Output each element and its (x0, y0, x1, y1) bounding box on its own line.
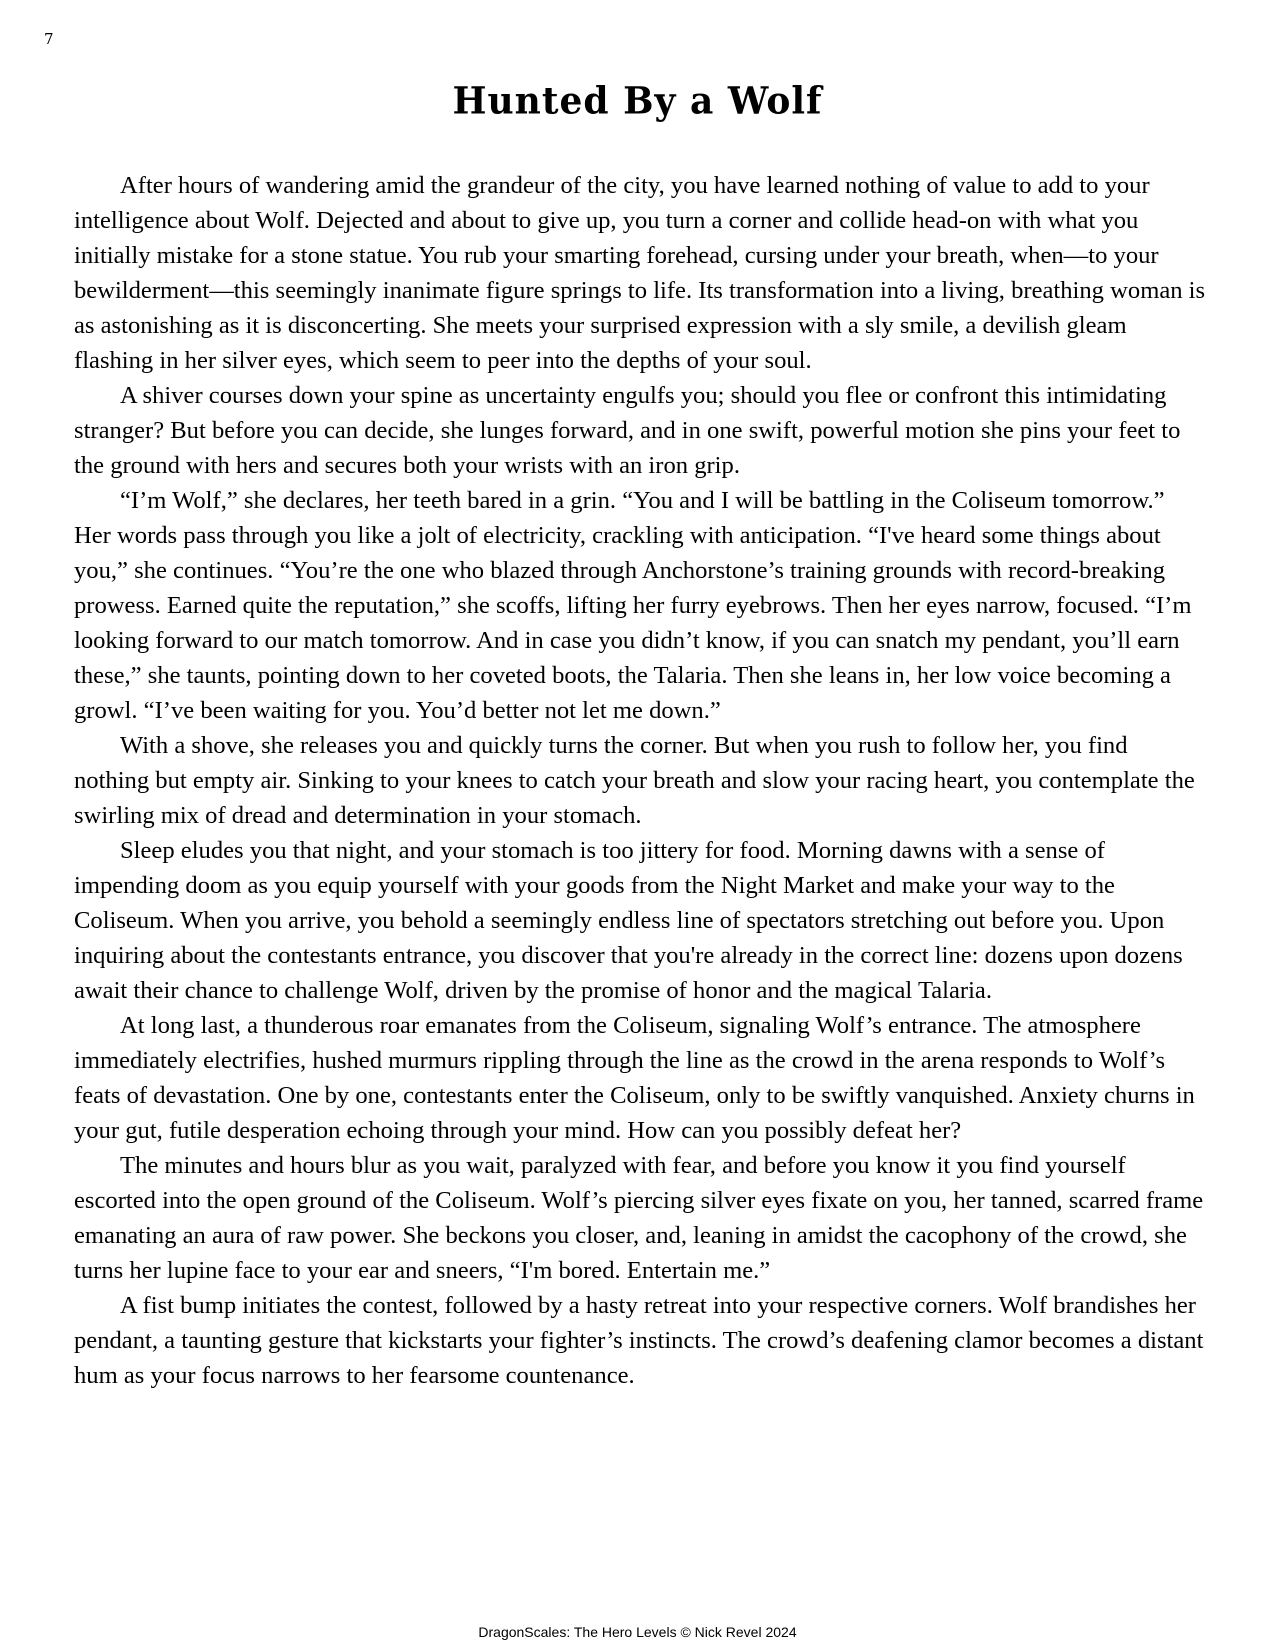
paragraph: The minutes and hours blur as you wait, paralyzed with fear, and before you know it you find yourself escorted into the open ground of the Coliseum. Wolf’s piercing silver eyes fixate on you, her tanned, scarred frame emanating an aura of raw power. She beckons you closer, and, leaning in amidst the cacophony of the crowd, she turns her lupine face to your ear and sneers, “I'm bored. Entertain me.” (74, 1152, 1204, 1284)
paragraph: After hours of wandering amid the grandeur of the city, you have learned nothing of value to add to your intelligence about Wolf. Dejected and about to give up, you turn a corner and collide head-on with what you initially mistake for a stone statue. You rub your smarting forehead, cursing under your breath, when—to your bewilderment—this seemingly inanimate figure springs to life. Its transformation into a living, breathing woman is as astonishing as it is disconcerting. She meets your surprised expression with a sly smile, a devilish gleam flashing in her silver eyes, which seem to peer into the depths of your soul. (74, 172, 1206, 374)
paragraph: A fist bump initiates the contest, followed by a hasty retreat into your respective corners. Wolf brandishes her pendant, a taunting gesture that kickstarts your fighter’s instincts. The crowd’s deafening clamor becomes a distant hum as your focus narrows to her fearsome countenance. (74, 1292, 1204, 1389)
paragraph: A shiver courses down your spine as uncertainty engulfs you; should you flee or confront this intimidating stranger? But before you can decide, she lunges forward, and in one swift, powerful motion she pins your feet to the ground with hers and secures both your wrists with an iron grip. (74, 382, 1181, 479)
chapter-title: Hunted By a Wolf (452, 78, 823, 124)
paragraph: With a shove, she releases you and quickly turns the corner. But when you rush to follow her, you find nothing but empty air. Sinking to your knees to catch your breath and slow your racing heart, you contemplate the swirling mix of dread and determination in your stomach. (74, 732, 1195, 829)
paragraph: At long last, a thunderous roar emanates from the Coliseum, signaling Wolf’s entrance. The atmosphere immediately electrifies, hushed murmurs rippling through the line as the crowd in the arena responds to Wolf’s feats of devastation. One by one, contestants enter the Coliseum, only to be swiftly vanquished. Anxiety churns in your gut, futile desperation echoing through your mind. How can you possibly defeat her? (74, 1012, 1195, 1144)
paragraph: “I’m Wolf,” she declares, her teeth bared in a grin. “You and I will be battling in the Coliseum tomorrow.” Her words pass through you like a jolt of electricity, crackling with anticipation. “I've heard some things about you,” she continues. “You’re the one who blazed through Anchorstone’s training grounds with record-breaking prowess. Earned quite the reputation,” she scoffs, lifting her furry eyebrows. Then her eyes narrow, focused. “I’m looking forward to our match tomorrow. And in case you didn’t know, if you can snatch my pendant, you’ll earn these,” she taunts, pointing down to her coveted boots, the Talaria. Then she leans in, her low voice becoming a growl. “I’ve been waiting for you. You’d better not let me down.” (74, 487, 1192, 724)
body-text (74, 168, 1206, 1393)
footer-copyright: DragonScales: The Hero Levels © Nick Revel 2024 (478, 1624, 797, 1640)
paragraph: Sleep eludes you that night, and your stomach is too jittery for food. Morning dawns with a sense of impending doom as you equip yourself with your goods from the Night Market and make your way to the Coliseum. When you arrive, you behold a seemingly endless line of spectators stretching out before you. Upon inquiring about the contestants entrance, you discover that you're already in the correct line: dozens upon dozens await their chance to challenge Wolf, driven by the promise of honor and the magical Talaria. (74, 837, 1183, 1004)
page-number: 7 (44, 30, 54, 48)
